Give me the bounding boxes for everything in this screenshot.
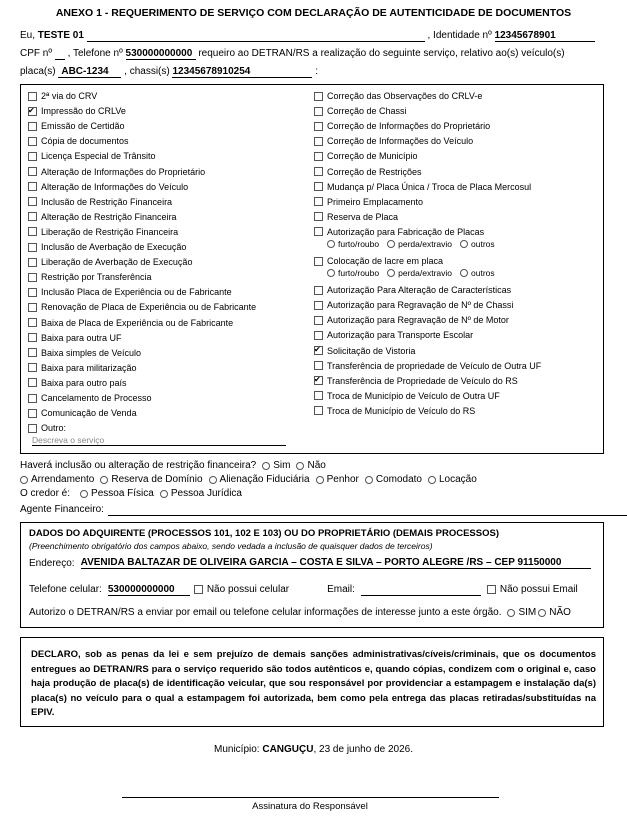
- service-checkbox[interactable]: [314, 391, 323, 400]
- service-right-item[interactable]: Mudança p/ Placa Única / Troca de Placa Mercosul: [314, 181, 531, 193]
- municipio-value: CANGUÇU: [262, 744, 314, 755]
- service-checkbox[interactable]: [314, 152, 323, 161]
- service-checkbox[interactable]: [28, 227, 37, 236]
- service-checkbox[interactable]: [314, 331, 323, 340]
- service-checkbox[interactable]: [314, 182, 323, 191]
- service-left-item[interactable]: Comunicação de Venda: [28, 407, 137, 419]
- nao-email-checkbox[interactable]: [487, 585, 496, 594]
- service-right-item[interactable]: Correção de Informações do Veículo: [314, 135, 473, 147]
- placa-row: placa(s) ABC-1234 , chassi(s) 12345678910254 :: [20, 66, 319, 77]
- service-right-item[interactable]: Reserva de Placa: [314, 211, 398, 223]
- service-right-item[interactable]: Correção de Chassi: [314, 105, 407, 117]
- credor-fisica-radio[interactable]: Pessoa Física: [80, 488, 154, 499]
- service-checkbox[interactable]: [314, 227, 323, 236]
- service-checkbox[interactable]: [28, 152, 37, 161]
- service-left-item[interactable]: Liberação de Restrição Financeira: [28, 226, 178, 238]
- sub-option-radio[interactable]: outros: [460, 268, 495, 278]
- service-left-item[interactable]: Baixa simples de Veículo: [28, 347, 141, 359]
- service-left-item[interactable]: Baixa para outra UF: [28, 332, 122, 344]
- service-checkbox[interactable]: [28, 348, 37, 357]
- endereco-field[interactable]: AVENIDA BALTAZAR DE OLIVEIRA GARCIA – COSTA E SILVA – PORTO ALEGRE /RS – CEP 91150000: [81, 557, 591, 569]
- municipio-line: Município: CANGUÇU, 23 de junho de 2026.: [214, 744, 413, 755]
- sub-option-radio[interactable]: furto/roubo: [327, 239, 379, 249]
- identidade-field[interactable]: 12345678901: [495, 30, 595, 42]
- service-checkbox[interactable]: [314, 167, 323, 176]
- service-left-item[interactable]: Baixa para outro país: [28, 377, 127, 389]
- agente-row: Agente Financeiro:: [20, 503, 627, 516]
- service-checkbox[interactable]: [28, 378, 37, 387]
- service-left-item[interactable]: Cancelamento de Processo: [28, 392, 152, 404]
- service-left-item[interactable]: Renovação de Placa de Experiência ou de Fabricante: [28, 301, 256, 313]
- form-title: ANEXO 1 - REQUERIMENTO DE SERVIÇO COM DECLARAÇÃO DE AUTENTICIDADE DE DOCUMENTOS: [55, 7, 572, 19]
- service-left-item[interactable]: Baixa para militarização: [28, 362, 137, 374]
- nao-celular-checkbox[interactable]: [194, 585, 203, 594]
- credor-row: O credor é: Pessoa Física Pessoa Jurídica: [20, 488, 242, 499]
- service-right-item[interactable]: Autorização para Fabricação de Placas: [314, 226, 484, 238]
- service-checkbox[interactable]: [28, 394, 37, 403]
- service-left-item[interactable]: 2ª via do CRV: [28, 90, 97, 102]
- service-right-item[interactable]: ✔ Solicitação de Vistoria: [314, 345, 415, 357]
- service-left-item[interactable]: Emissão de Certidão: [28, 120, 125, 132]
- outro-input[interactable]: Descreva o serviço: [32, 435, 286, 446]
- restricao-nao-radio[interactable]: Não: [296, 460, 325, 471]
- service-checkbox[interactable]: [28, 92, 37, 101]
- service-checkbox[interactable]: [28, 107, 37, 116]
- celular-field[interactable]: 530000000000: [108, 584, 190, 596]
- service-left-item[interactable]: Baixa de Placa de Experiência ou de Fabricante: [28, 317, 233, 329]
- name-field[interactable]: TESTE 01: [37, 30, 84, 41]
- declaracao-text: DECLARO, sob as penas da lei e sem prejuízo de demais sanções administrativas/cíveis/criminais, que os documentos entregues ao DETRAN/RS para o serviço requerido são todos autênticos e, quando cópias, condizem com o original e, caso haja produção de placa(s) de identificação veicular, que sou responsável por providenciar a estampagem e instalação da(s) placa(s) no veículo para o qual a estampagem foi autorizada, bem como pela entrega das placas retiradas/substituídas na EPIV.: [31, 649, 596, 718]
- service-checkbox[interactable]: [314, 346, 323, 355]
- service-right-item[interactable]: Autorização para Transporte Escolar: [314, 329, 473, 341]
- restricao-question-row: Haverá inclusão ou alteração de restrição financeira? Sim Não: [20, 460, 326, 471]
- endereco-row: Endereço: AVENIDA BALTAZAR DE OLIVEIRA GARCIA – COSTA E SILVA – PORTO ALEGRE /RS – CEP 91150000: [29, 557, 591, 569]
- service-right-item[interactable]: Correção de Restrições: [314, 166, 422, 178]
- service-checkbox[interactable]: [28, 288, 37, 297]
- restricao-tipo-radio[interactable]: Reserva de Domínio: [100, 474, 202, 485]
- service-checkbox[interactable]: [314, 197, 323, 206]
- service-checkbox[interactable]: [28, 363, 37, 372]
- service-checkbox[interactable]: [28, 333, 37, 342]
- service-left-item[interactable]: Restrição por Transferência: [28, 271, 152, 283]
- service-checkbox[interactable]: [28, 212, 37, 221]
- service-checkbox[interactable]: [28, 303, 37, 312]
- sub-option-radio[interactable]: perda/extravio: [387, 239, 452, 249]
- restricao-tipo-radio[interactable]: Alienação Fiduciária: [209, 474, 310, 485]
- service-checkbox[interactable]: [314, 137, 323, 146]
- service-left-item[interactable]: Inclusão de Averbação de Execução: [28, 241, 186, 253]
- service-right-item[interactable]: Autorização para Regravação de Nº de Motor: [314, 314, 509, 326]
- service-right-item[interactable]: Primeiro Emplacamento: [314, 196, 423, 208]
- adquirente-subtitle: (Preenchimento obrigatório dos campos abaixo, sendo vedada a inclusão de quaisquer dados de terceiros): [29, 541, 433, 551]
- service-checkbox[interactable]: [28, 167, 37, 176]
- service-checkbox[interactable]: [28, 197, 37, 206]
- service-right-item[interactable]: Transferência de propriedade de Veículo de Outra UF: [314, 360, 541, 372]
- credor-juridica-radio[interactable]: Pessoa Jurídica: [160, 488, 242, 499]
- service-right-item[interactable]: Autorização para Regravação de Nº de Chassi: [314, 299, 513, 311]
- service-checkbox[interactable]: [28, 243, 37, 252]
- placa-field[interactable]: ABC-1234: [58, 66, 121, 78]
- autorizo-nao-radio[interactable]: NÃO: [538, 607, 571, 618]
- cpf-field[interactable]: [55, 47, 65, 60]
- service-left-item[interactable]: Outro:: [28, 422, 66, 434]
- service-checkbox[interactable]: [28, 182, 37, 191]
- service-checkbox[interactable]: [28, 122, 37, 131]
- telefone-field[interactable]: 530000000000: [126, 48, 196, 60]
- service-checkbox[interactable]: [314, 376, 323, 385]
- service-checkbox[interactable]: [314, 406, 323, 415]
- service-checkbox[interactable]: [314, 301, 323, 310]
- autorizo-row: Autorizo o DETRAN/RS a enviar por email ou telefone celular informações de interesse junto a este órgão. SIM NÃO: [29, 607, 571, 618]
- service-checkbox[interactable]: [314, 257, 323, 266]
- service-left-item[interactable]: Inclusão de Restrição Financeira: [28, 196, 172, 208]
- service-left-item[interactable]: Licença Especial de Trânsito: [28, 150, 156, 162]
- service-right-item[interactable]: Colocação de lacre em placa: [314, 255, 443, 267]
- chassi-field[interactable]: 12345678910254: [172, 66, 312, 78]
- restricao-tipos-row: [14, 474, 477, 485]
- service-left-item[interactable]: Cópia de documentos: [28, 135, 129, 147]
- restricao-tipo-radio[interactable]: Locação: [428, 474, 477, 485]
- service-sub-options: [327, 239, 503, 249]
- restricao-tipo-radio[interactable]: Arrendamento: [20, 474, 94, 485]
- service-right-item[interactable]: Correção das Observações do CRLV-e: [314, 90, 482, 102]
- service-checkbox[interactable]: [28, 318, 37, 327]
- restricao-tipo-radio[interactable]: Comodato: [365, 474, 422, 485]
- restricao-tipo-radio[interactable]: Penhor: [316, 474, 359, 485]
- service-right-item[interactable]: Correção de Município: [314, 150, 418, 162]
- service-checkbox[interactable]: [314, 361, 323, 370]
- service-sub-options: [327, 268, 503, 278]
- service-checkbox[interactable]: [28, 273, 37, 282]
- service-right-item[interactable]: Autorização Para Alteração de Características: [314, 284, 511, 296]
- signature-line: [122, 797, 499, 798]
- service-checkbox[interactable]: [28, 409, 37, 418]
- agente-field[interactable]: [108, 503, 627, 516]
- service-checkbox[interactable]: [28, 424, 37, 433]
- contato-row: Telefone celular: 530000000000 Não possui celular Email: Não possui Email: [29, 583, 578, 595]
- service-checkbox[interactable]: [28, 258, 37, 267]
- sub-option-radio[interactable]: outros: [460, 239, 495, 249]
- service-left-item[interactable]: ✔ Impressão do CRLVe: [28, 105, 126, 117]
- sub-option-radio[interactable]: perda/extravio: [387, 268, 452, 278]
- cpf-row: CPF nº , Telefone nº 530000000000 requeiro ao DETRAN/RS a realização do seguinte serviço, relativo ao(s) veículo(s): [20, 48, 565, 59]
- name-row: Eu, TESTE 01 , Identidade nº 12345678901: [20, 29, 595, 42]
- service-checkbox[interactable]: [314, 286, 323, 295]
- service-checkbox[interactable]: [314, 92, 323, 101]
- email-field[interactable]: [361, 583, 481, 596]
- service-right-item[interactable]: ✔ Transferência de Propriedade de Veículo do RS: [314, 375, 518, 387]
- service-left-item[interactable]: Alteração de Informações do Veículo: [28, 181, 188, 193]
- autorizo-sim-radio[interactable]: SIM: [507, 607, 536, 618]
- service-right-item[interactable]: Troca de Município de Veículo do RS: [314, 405, 475, 417]
- service-left-item[interactable]: Alteração de Restrição Financeira: [28, 211, 177, 223]
- service-checkbox[interactable]: [314, 212, 323, 221]
- signature-label: Assinatura do Responsável: [252, 801, 368, 812]
- sub-option-radio[interactable]: furto/roubo: [327, 268, 379, 278]
- service-checkbox[interactable]: [314, 107, 323, 116]
- service-checkbox[interactable]: [28, 137, 37, 146]
- service-right-item[interactable]: Correção de Informações do Proprietário: [314, 120, 490, 132]
- service-checkbox[interactable]: [314, 316, 323, 325]
- service-left-item[interactable]: Alteração de Informações do Proprietário: [28, 166, 205, 178]
- adquirente-title: DADOS DO ADQUIRENTE (PROCESSOS 101, 102 E 103) OU DO PROPRIETÁRIO (DEMAIS PROCESSOS): [29, 528, 499, 539]
- restricao-sim-radio[interactable]: Sim: [262, 460, 290, 471]
- service-left-item[interactable]: Liberação de Averbação de Execução: [28, 256, 192, 268]
- service-right-item[interactable]: Troca de Município de Veículo de Outra UF: [314, 390, 500, 402]
- service-left-item[interactable]: Inclusão Placa de Experiência ou de Fabricante: [28, 286, 232, 298]
- service-checkbox[interactable]: [314, 122, 323, 131]
